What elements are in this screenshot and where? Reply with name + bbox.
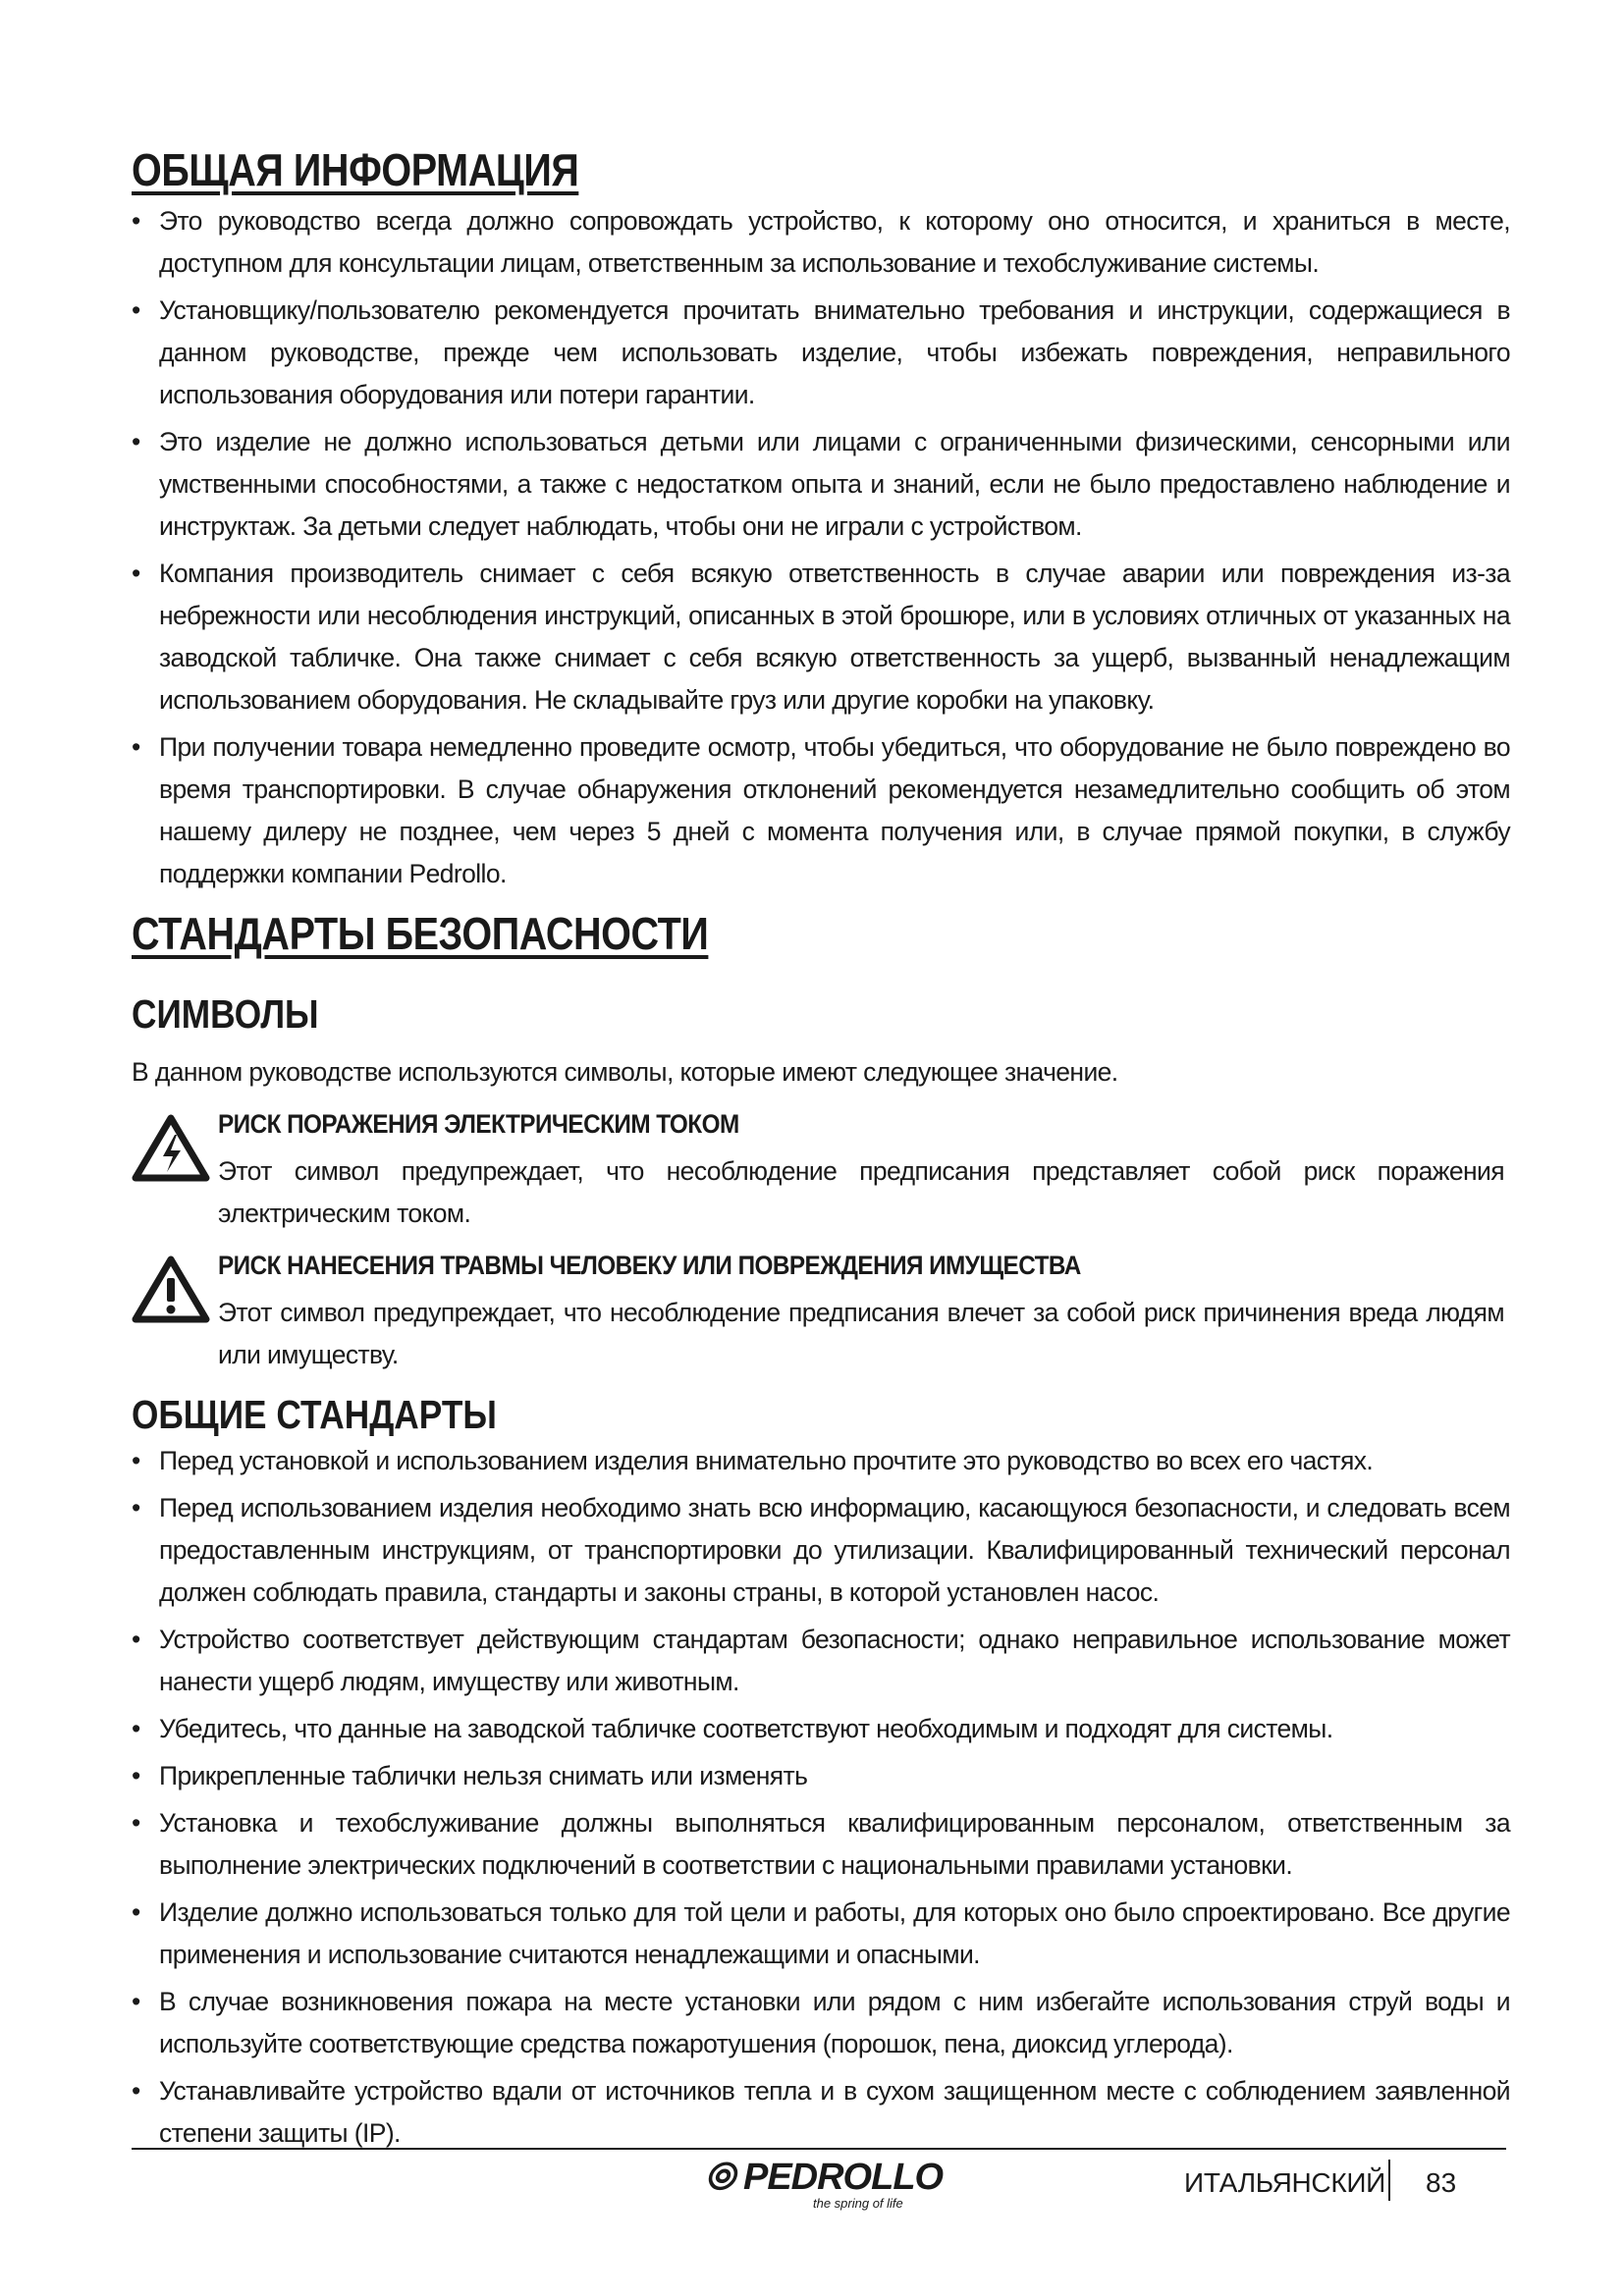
list-item: • Устройство соответствует действующим стандартам безопасности; однако неправильное использование может нанести ущерб людям, имуществу или животным. (132, 1619, 1510, 1703)
general-standards-section (132, 1392, 1510, 2160)
safety-title: СТАНДАРТЫ БЕЗОПАСНОСТИ (132, 908, 709, 959)
symbols-section (132, 991, 1510, 1094)
general-info-section (132, 143, 1510, 900)
list-item: • Перед использованием изделия необходимо знать всю информацию, касающуюся безопасности, и следовать всем предоставленным инструкциям, от транспортировки до утилизации. Квалифицированный технический персонал должен соблюдать правила, стандарты и законы страны, в которой установлен насос. (132, 1487, 1510, 1614)
list-item: • Компания производитель снимает с себя всякую ответственность в случае аварии или повреждения из-за небрежности или несоблюдения инструкций, описанных в этой брошюре, или в условиях отличных от указанных на заводской табличке. Она также снимает с себя всякую ответственность за ущерб, вызванный ненадлежащим использованием оборудования. Не складывайте груз или другие коробки на упаковку. (132, 553, 1510, 721)
list-item: • При получении товара немедленно проведите осмотр, чтобы убедиться, что оборудование не было повреждено во время транспортировки. В случае обнаружения отклонений рекомендуется незамедлительно сообщить об этом нашему дилеру не позднее, чем через 5 дней с момента получения или, в случае прямой покупки, в службу поддержки компании Pedrollo. (132, 726, 1510, 895)
list-item: • В случае возникновения пожара на месте установки или рядом с ним избегайте использования струй воды и используйте соответствующие средства пожаротушения (порошок, пена, диоксид углерода). (132, 1981, 1510, 2065)
logo-tagline: the spring of life (813, 2196, 903, 2211)
symbols-intro: В данном руководстве используются символы, которые имеют следующее значение. (132, 1057, 1118, 1087)
general-info-list (132, 200, 1510, 895)
injury-warning-text: Этот символ предупреждает, что несоблюдение предписания влечет за собой риск причинения вреда людям или имуществу. (218, 1298, 1504, 1369)
electric-warning (132, 1109, 1510, 1237)
page-number: 83 (1426, 2167, 1457, 2198)
electric-hazard-icon (132, 1113, 210, 1182)
injury-warning-title: РИСК НАНЕСЕНИЯ ТРАВМЫ ЧЕЛОВЕКУ ИЛИ ПОВРЕЖДЕНИЯ ИМУЩЕСТВА (218, 1251, 1081, 1280)
warning-icon (132, 1255, 210, 1323)
electric-warning-title: РИСК ПОРАЖЕНИЯ ЭЛЕКТРИЧЕСКИМ ТОКОМ (218, 1109, 739, 1139)
list-item: • Перед установкой и использованием изделия внимательно прочтите это руководство во всех его частях. (132, 1440, 1510, 1482)
list-item: • Убедитесь, что данные на заводской табличке соответствуют необходимым и подходят для системы. (132, 1708, 1510, 1750)
general-standards-list (132, 1440, 1510, 2155)
list-item: • Это изделие не должно использоваться детьми или лицами с ограниченными физическими, сенсорными или умственными способностями, а также с недостатком опыта и знаний, если не было предоставлено наблюдение и инструктаж. За детьми следует наблюдать, чтобы они не играли с устройством. (132, 421, 1510, 548)
symbols-title: СИМВОЛЫ (132, 991, 319, 1037)
list-item: • Это руководство всегда должно сопровождать устройство, к которому оно относится, и храниться в месте, доступном для консультации лицам, ответственным за использование и техобслуживание системы. (132, 200, 1510, 285)
general-standards-title: ОБЩИЕ СТАНДАРТЫ (132, 1392, 497, 1437)
safety-section (132, 907, 1510, 960)
logo-text: ⦾ PEDROLLO (705, 2157, 944, 2198)
electric-warning-text: Этот символ предупреждает, что несоблюдение предписания представляет собой риск поражения электрическим током. (218, 1156, 1504, 1228)
list-item: • Устанавливайте устройство вдали от источников тепла и в сухом защищенном месте с соблюдением заявленной степени защиты (IP). (132, 2070, 1510, 2155)
footer-language: ИТАЛЬЯНСКИЙ (1184, 2167, 1386, 2198)
footer-divider (132, 2148, 1506, 2150)
footer-separator (1388, 2160, 1390, 2201)
list-item: • Изделие должно использоваться только для той цели и работы, для которых оно было спроектировано. Все другие применения и использование считаются ненадлежащими и опасными. (132, 1892, 1510, 1976)
pedrollo-logo (705, 2157, 944, 2212)
list-item: • Установщику/пользователю рекомендуется прочитать внимательно требования и инструкции, содержащиеся в данном руководстве, прежде чем использовать изделие, чтобы избежать повреждения, неправильного использования оборудования или потери гарантии. (132, 290, 1510, 416)
injury-warning (132, 1251, 1510, 1378)
general-info-title: ОБЩАЯ ИНФОРМАЦИЯ (132, 144, 579, 195)
list-item: • Прикрепленные таблички нельзя снимать или изменять (132, 1755, 1510, 1797)
logo-swirl-icon: ⦾ (705, 2157, 734, 2198)
list-item: • Установка и техобслуживание должны выполняться квалифицированным персоналом, ответственным за выполнение электрических подключений в соответствии с национальными правилами установки. (132, 1802, 1510, 1887)
